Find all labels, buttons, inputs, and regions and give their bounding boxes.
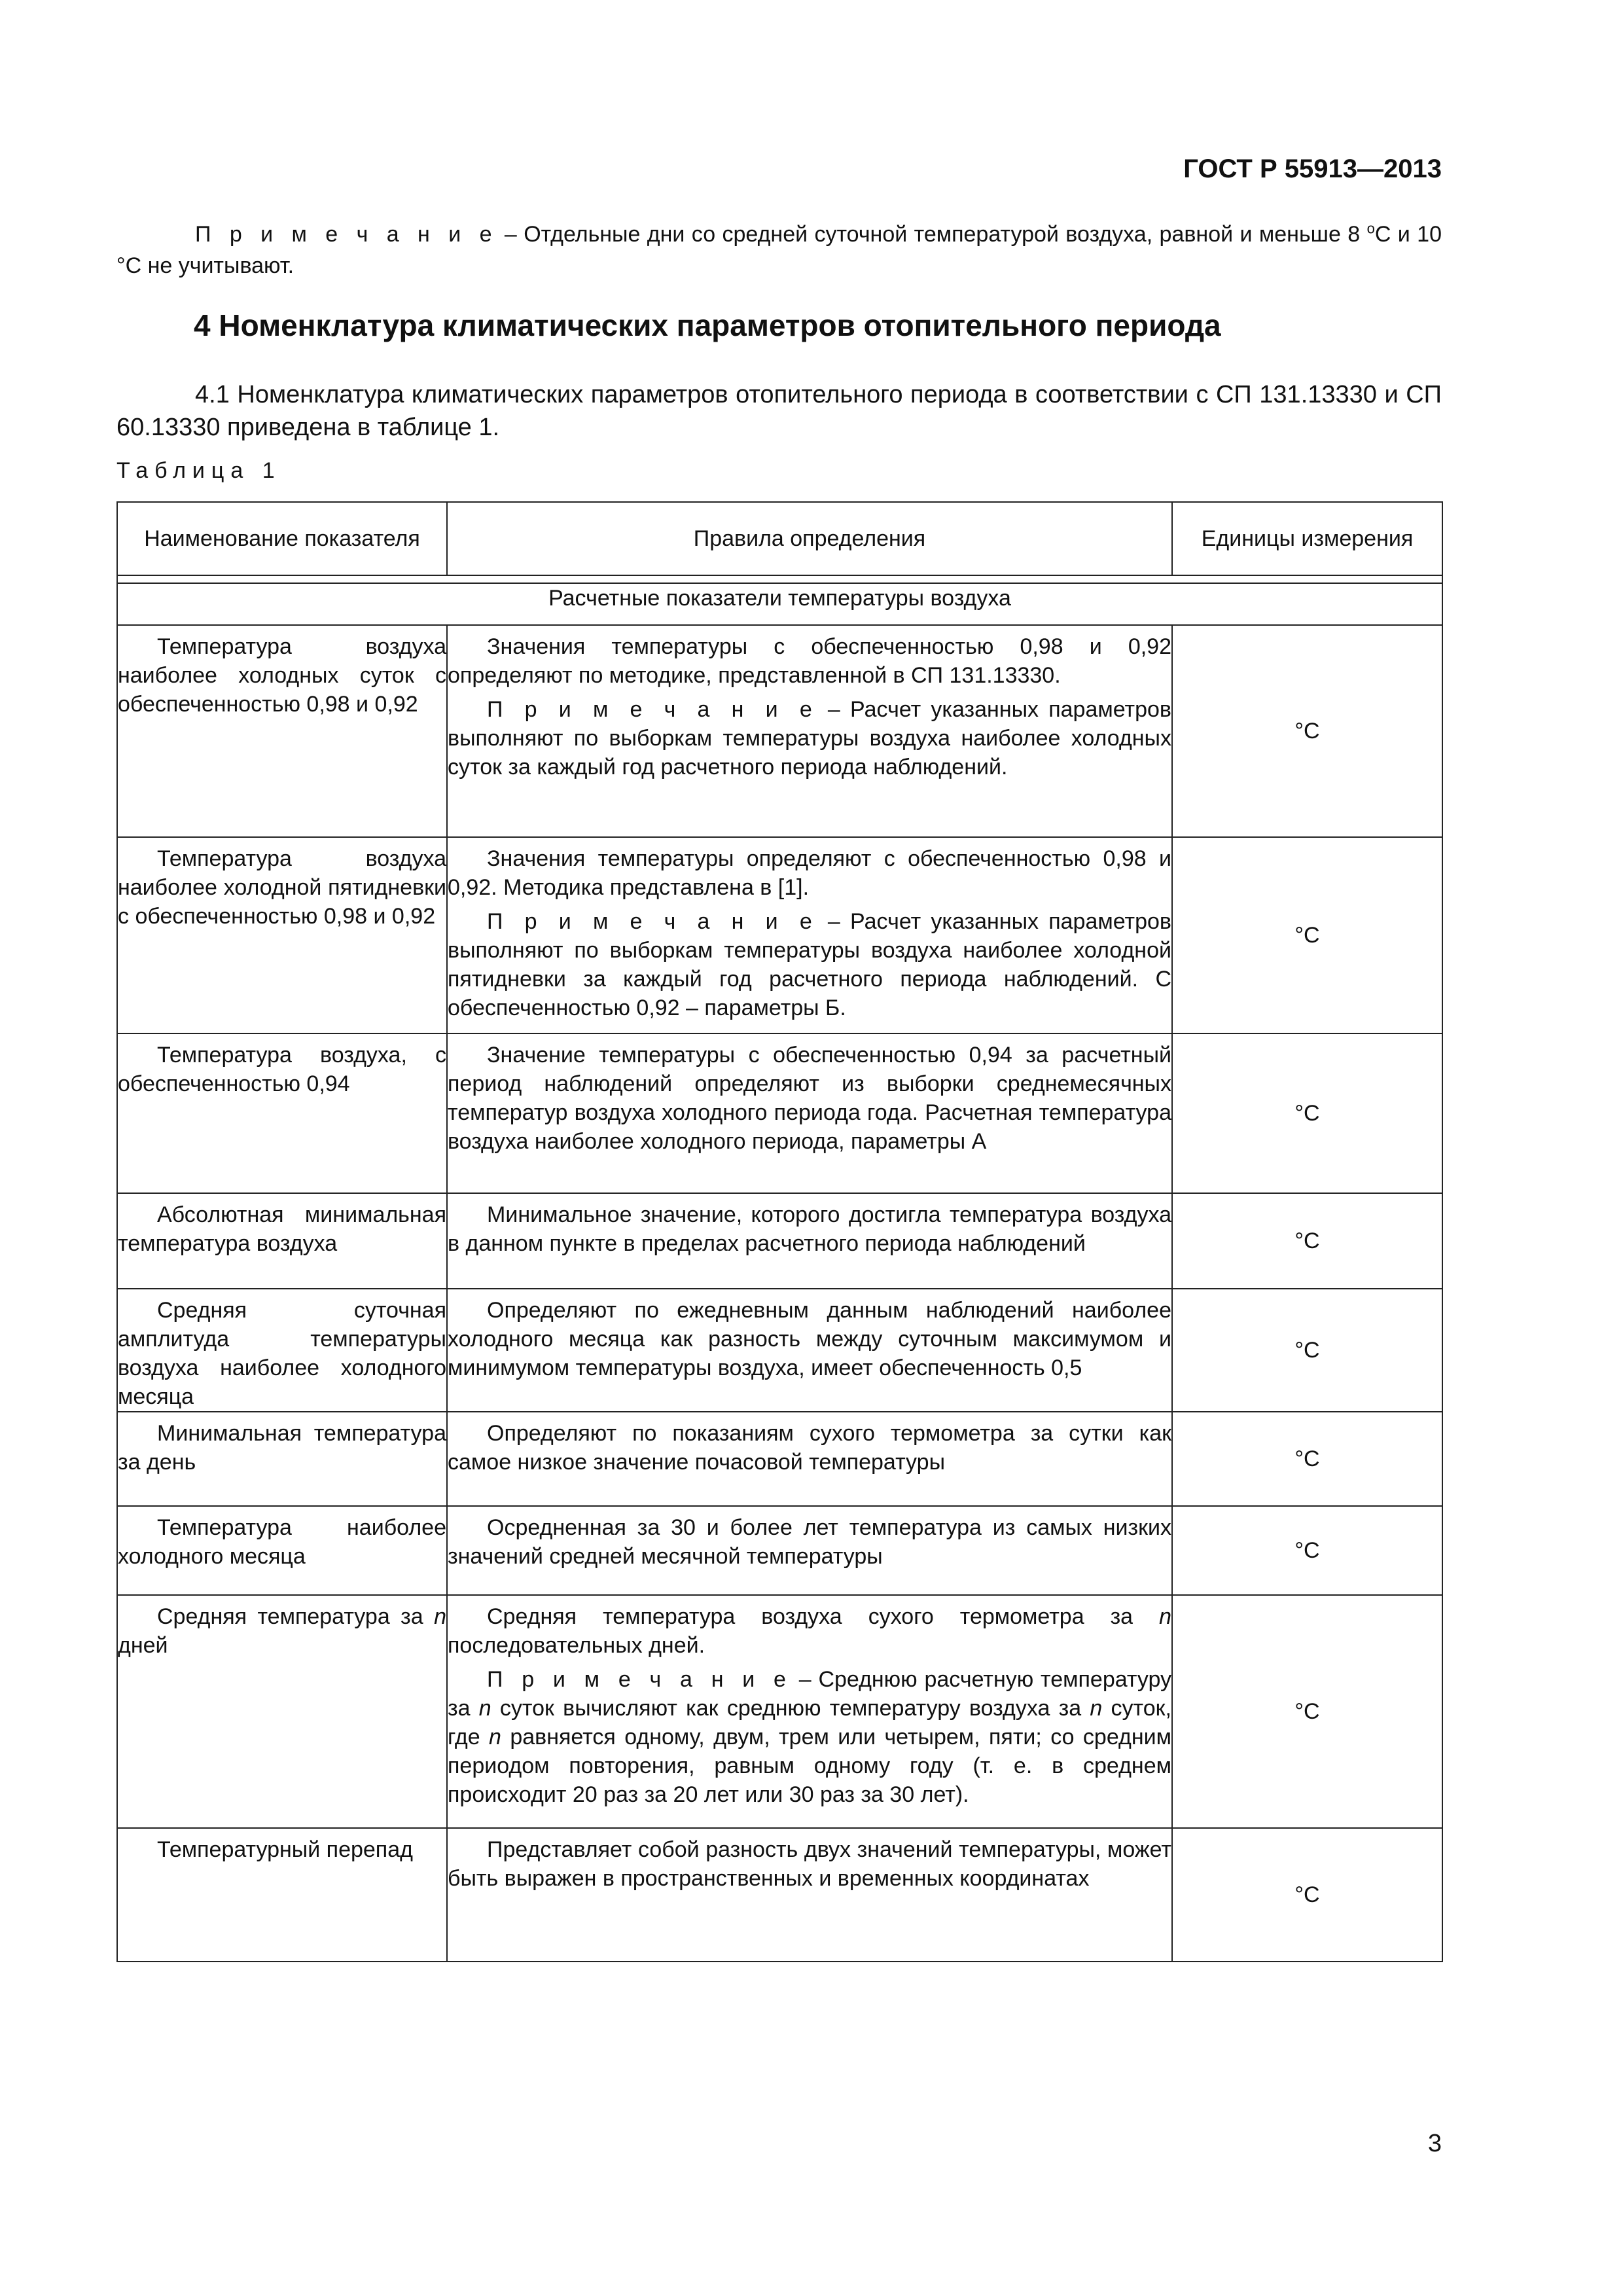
row-name: Температура воздуха, с обеспеченностью 0,94: [117, 1033, 447, 1193]
rule-part: последовательных дней.: [448, 1633, 705, 1658]
row-name: Минимальная температура за день: [117, 1412, 447, 1506]
variable-n: n: [1090, 1696, 1103, 1721]
row-name: Температура наиболее холодного месяца: [117, 1506, 447, 1595]
row-rule: [447, 837, 1172, 1033]
rule-note: [448, 1665, 1171, 1809]
table-row: [117, 1595, 1442, 1828]
row-rule: [447, 1506, 1172, 1595]
row-unit: °С: [1172, 1412, 1442, 1506]
note-part: суток, где: [448, 1696, 1171, 1749]
row-unit: °С: [1172, 1595, 1442, 1828]
row-name: Температура воздуха наиболее холодных суток с обеспеченностью 0,98 и 0,92: [117, 625, 447, 837]
rule-text: Значения температуры определяют с обеспеченностью 0,98 и 0,92. Методика представлена в [1].: [448, 846, 1171, 900]
note-text-middle: С и 10 °С не учитывают.: [116, 222, 1442, 278]
note-label: П р и м е ч а н и е: [195, 222, 498, 247]
parameters-table: [116, 501, 1443, 1962]
row-name: Абсолютная минимальная температура воздуха: [117, 1193, 447, 1289]
rule-text: Минимальное значение, которого достигла температура воздуха в данном пункте в пределах расчетного периода наблюдений: [448, 1202, 1171, 1256]
table-row: [117, 1289, 1442, 1412]
rule-part: Средняя температура воздуха сухого термометра за: [487, 1604, 1160, 1629]
table-caption: Таблица 1: [116, 458, 281, 483]
name-text: дней: [118, 1633, 168, 1658]
row-unit: °С: [1172, 1506, 1442, 1595]
rule-text: Представляет собой разность двух значений температуры, может быть выражен в пространственных и временных координатах: [448, 1837, 1171, 1891]
top-note: [116, 219, 1442, 281]
note-text-before: – Отдельные дни со средней суточной температурой воздуха, равной и меньше 8: [497, 222, 1367, 247]
row-rule: [447, 1412, 1172, 1506]
row-unit: °С: [1172, 1289, 1442, 1412]
table-row: [117, 1193, 1442, 1289]
table-row: [117, 1412, 1442, 1506]
intro-paragraph: 4.1 Номенклатура климатических параметров отопительного периода в соответствии с СП 131.13330 и СП 60.13330 приведена в таблице 1.: [116, 381, 1442, 441]
row-unit: °С: [1172, 1193, 1442, 1289]
table-row: [117, 1033, 1442, 1193]
row-rule: [447, 1595, 1172, 1828]
table-row: [117, 1828, 1442, 1962]
header-name: Наименование показателя: [117, 502, 447, 575]
table-row: [117, 837, 1442, 1033]
variable-n: n: [478, 1696, 491, 1721]
spacer-cell: [117, 575, 1442, 583]
row-name: Температура воздуха наиболее холодной пятидневки с обеспеченностью 0,98 и 0,92: [117, 837, 447, 1033]
note-part: суток вычисляют как среднюю температуру воздуха за: [491, 1696, 1090, 1721]
variable-n: n: [1159, 1604, 1171, 1629]
row-unit: °С: [1172, 1033, 1442, 1193]
row-rule: [447, 625, 1172, 837]
header-rule: Правила определения: [447, 502, 1172, 575]
variable-n: n: [489, 1725, 501, 1749]
page-number: 3: [1427, 2130, 1442, 2157]
rule-text: Определяют по ежедневным данным наблюдений наиболее холодного месяца как разность между суточным максимумом и минимумом температуры воздуха, имеет обеспеченность 0,5: [448, 1298, 1171, 1380]
note-label: П р и м е ч а н и е: [487, 1667, 792, 1692]
row-unit: °С: [1172, 1828, 1442, 1962]
rule-text: Осредненная за 30 и более лет температура из самых низких значений средней месячной температуры: [448, 1515, 1171, 1569]
row-rule: [447, 1193, 1172, 1289]
row-rule: [447, 1828, 1172, 1962]
spacer-row: [117, 575, 1442, 583]
row-rule: [447, 1033, 1172, 1193]
rule-text: Значения температуры с обеспеченностью 0,98 и 0,92 определяют по методике, представленной в СП 131.13330.: [448, 634, 1171, 688]
row-rule: [447, 1289, 1172, 1412]
note-label: П р и м е ч а н и е: [487, 909, 818, 934]
rule-text: Значение температуры с обеспеченностью 0,94 за расчетный период наблюдений определяют из выборки среднемесячных температур воздуха холодного периода года. Расчетная температура воздуха наиболее холодного периода, параметры А: [448, 1043, 1171, 1154]
document-code: ГОСТ Р 55913—2013: [1183, 154, 1442, 183]
row-unit: °С: [1172, 837, 1442, 1033]
note-part: равняется одному, двум, трем или четырем, пяти; со средним периодом повторения, равным одному году (т. е. в среднем происходит 20 раз за 20 лет или 30 раз за 30 лет).: [448, 1725, 1171, 1807]
note-text: – Расчет указанных параметров выполняют по выборкам температуры воздуха наиболее холодных суток за каждый год расчетного периода наблюдений.: [448, 697, 1171, 780]
note-text: – Расчет указанных параметров выполняют по выборкам температуры воздуха наиболее холодной пятидневки за каждый год расчетного периода наблюдений. С обеспеченностью 0,92 – параметры Б.: [448, 909, 1171, 1020]
rule-note: [448, 907, 1171, 1022]
rule-note: [448, 695, 1171, 781]
table-header-row: [117, 502, 1442, 575]
variable-n: n: [434, 1604, 446, 1629]
table-row: [117, 1506, 1442, 1595]
header-unit: Единицы измерения: [1172, 502, 1442, 575]
section-title: 4 Номенклатура климатических параметров отопительного периода: [194, 308, 1221, 342]
degree-mark: о: [1366, 220, 1375, 237]
rule-text: Определяют по показаниям сухого термометра за сутки как самое низкое значение почасовой температуры: [448, 1421, 1171, 1475]
group-title: Расчетные показатели температуры воздуха: [117, 583, 1442, 625]
row-unit: °С: [1172, 625, 1442, 837]
group-row: [117, 583, 1442, 625]
note-label: П р и м е ч а н и е: [487, 697, 818, 722]
name-text: Средняя температура за: [157, 1604, 435, 1629]
table-row: [117, 625, 1442, 837]
note-part: – Среднюю расчетную температуру за: [448, 1667, 1171, 1721]
row-name: Температурный перепад: [117, 1828, 447, 1962]
row-name: Средняя суточная амплитуда температуры воздуха наиболее холодного месяца: [117, 1289, 447, 1412]
row-name: [117, 1595, 447, 1828]
rule-text: [448, 1602, 1171, 1660]
